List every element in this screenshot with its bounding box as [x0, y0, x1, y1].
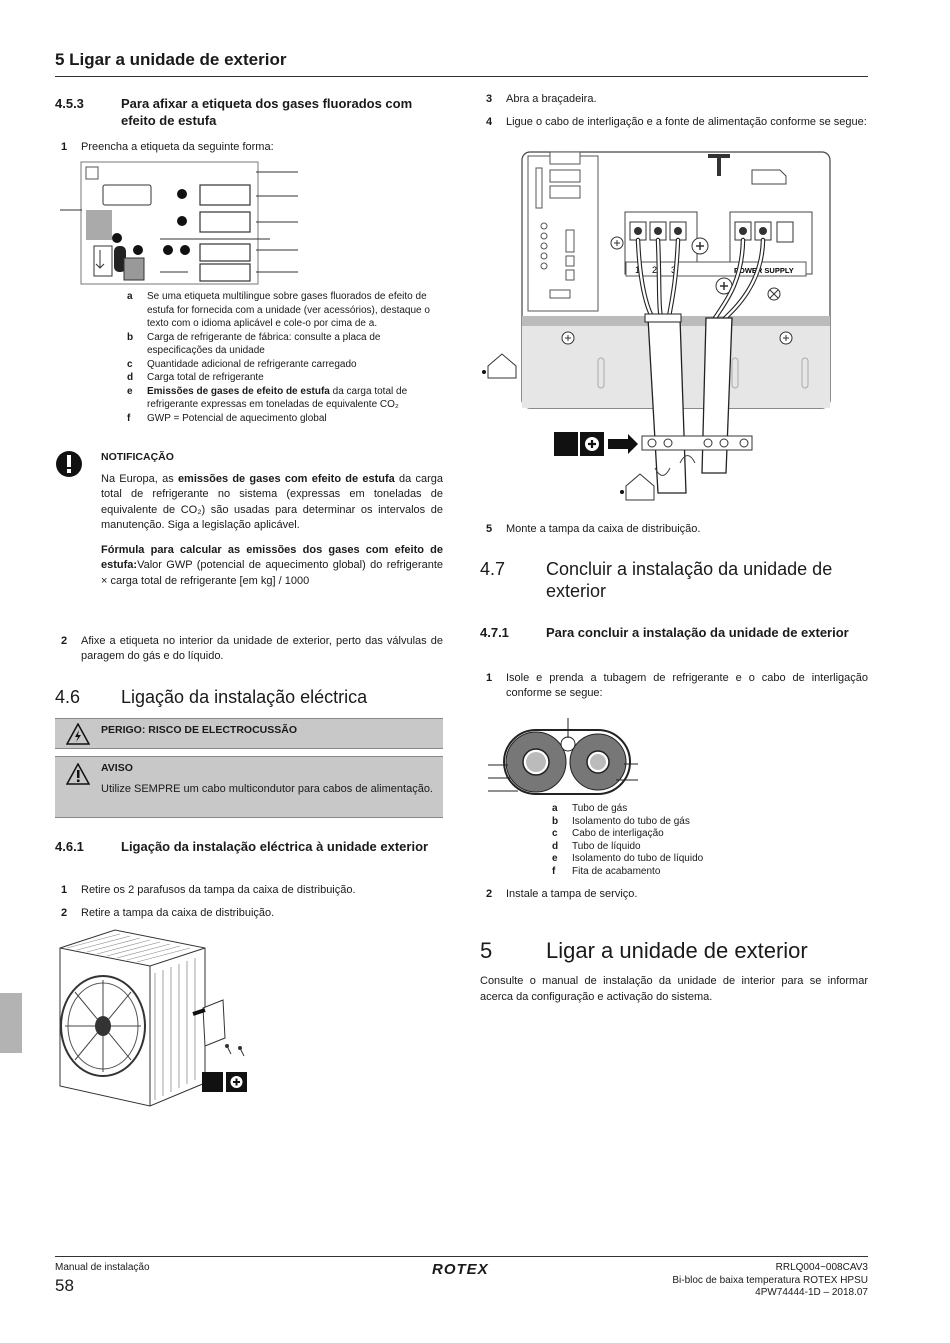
legend-item: b Carga de refrigerante de fábrica: consulte a placa de especificações da unidade: [127, 331, 381, 356]
chapter-5-text: Consulte o manual de instalação da unidade de interior para se informar acerca da configuração e activação do sistema.: [480, 975, 868, 1003]
indoor-house-icon: [488, 354, 516, 378]
step-number: 1: [61, 141, 68, 153]
rotex-logo: ROTEX: [432, 1261, 489, 1278]
warning-band: AVISO Utilize SEMPRE um cabo multicondutor para cabos de alimentação.: [55, 756, 443, 818]
legend-item: c Cabo de interligação: [552, 828, 664, 839]
terminal-label-3: 3: [671, 265, 677, 275]
fgas-legend: [127, 290, 443, 425]
step-open-clamp: 3 Abra a braçadeira.: [486, 93, 597, 105]
section-4-7-heading: 4.7 Concluir a instalação da unidade de exterior: [480, 559, 833, 601]
footer-manual-label: Manual de instalação: [55, 1262, 150, 1273]
power-supply-label: POWER SUPPLY: [734, 266, 794, 275]
step-affix-label: 2 Afixe a etiqueta no interior da unidade de exterior, perto das válvulas de paragem do gás e do líquido.: [61, 635, 443, 662]
section-4-7-1-heading: 4.7.1 Para concluir a instalação da unidade de exterior: [480, 625, 849, 640]
chapter-5-heading: 5 Ligar a unidade de exterior: [480, 938, 808, 963]
page-number: 58: [55, 1276, 74, 1295]
warning-icon: [55, 757, 101, 817]
section-4-6-heading: 4.6 Ligação da instalação eléctrica: [55, 687, 368, 707]
legend-item: f Fita de acabamento: [552, 865, 661, 877]
electric-hazard-icon: [55, 719, 101, 748]
step-mount-cover: 5 Monte a tampa da caixa de distribuição.: [486, 523, 701, 535]
notice-paragraph: Na Europa, as emissões de gases com efeito de estufa da carga total de refrigerante no sistema (expressas em toneladas de equivalente de CO₂) são usadas para determinar os intervalos de manutenção. Siga a legislação aplicável.: [101, 472, 444, 531]
page-header-title: 5 Ligar a unidade de exterior: [55, 50, 287, 69]
section-4-6-1-heading: 4.6.1 Ligação da instalação eléctrica à unidade exterior: [55, 839, 429, 854]
fgas-label-figure: [60, 160, 310, 288]
switch-box-wiring-figure: [480, 148, 836, 510]
legend-item: f GWP = Potencial de aquecimento global: [127, 412, 327, 424]
section-4-5-3-heading: [55, 95, 443, 129]
outdoor-unit-figure: [55, 928, 255, 1110]
notice-title: NOTIFICAÇÃO: [101, 451, 174, 463]
step-connect-cables: 4 Ligue o cabo de interligação e a fonte de alimentação conforme se segue:: [486, 116, 867, 128]
legend-item: a Se uma etiqueta multilingue sobre gases fluorados de efeito de estufa for fornecida com a unidade (ver acessórios), destaque o texto com o idioma aplicável e cole-o por cima de a.: [127, 291, 430, 329]
terminal-label-1: 1: [635, 265, 641, 275]
step-insulate-piping: 1 Isole e prenda a tubagem de refrigerante e o cabo de interligação conforme se segue:: [486, 672, 868, 699]
piping-insulation-figure: [488, 718, 638, 800]
footer-doc-info: RRLQ004~008CAV3 Bi-bloc de baixa temperatura ROTEX HPSU 4PW74444-1D – 2018.07: [672, 1262, 868, 1298]
section-title: Para afixar a etiqueta dos gases fluorados com efeito de estufa: [121, 96, 413, 128]
legend-item: c Quantidade adicional de refrigerante carregado: [127, 358, 357, 370]
piping-legend: [552, 803, 852, 878]
legend-item: a Tubo de gás: [552, 803, 628, 814]
notice-icon: [55, 450, 101, 589]
danger-band: PERIGO: RISCO DE ELECTROCUSSÃO: [55, 718, 443, 749]
step-fill-label: [55, 140, 443, 155]
outdoor-house-icon: [626, 474, 654, 500]
header-divider: [55, 76, 868, 77]
legend-item: b Isolamento do tubo de gás: [552, 815, 690, 827]
legend-item: d Tubo de líquido: [552, 840, 641, 852]
step-remove-cover: 2 Retire a tampa da caixa de distribuição.: [61, 907, 275, 919]
step-remove-screws: 1 Retire os 2 parafusos da tampa da caixa de distribuição.: [61, 884, 356, 896]
notice-box: [55, 450, 443, 589]
step-install-service-cover: 2 Instale a tampa de serviço.: [486, 888, 638, 900]
legend-item: e Emissões de gases de efeito de estufa da carga total de refrigerante expressas em toneladas de equivalente CO₂: [127, 385, 408, 410]
chapter-side-tab: [0, 993, 22, 1053]
footer-divider: [55, 1256, 868, 1257]
step-text: Preencha a etiqueta da seguinte forma:: [81, 141, 274, 153]
terminal-label-2: 2: [652, 265, 658, 275]
notice-formula: Fórmula para calcular as emissões dos gases com efeito de estufa:Valor GWP (potencial de aquecimento global) do refrigerante × carga total de refrigerante [em kg] / 1000: [101, 543, 443, 587]
section-number: 4.5.3: [55, 96, 84, 111]
legend-item: d Carga total de refrigerante: [127, 372, 264, 383]
legend-item: e Isolamento do tubo de líquido: [552, 853, 704, 864]
